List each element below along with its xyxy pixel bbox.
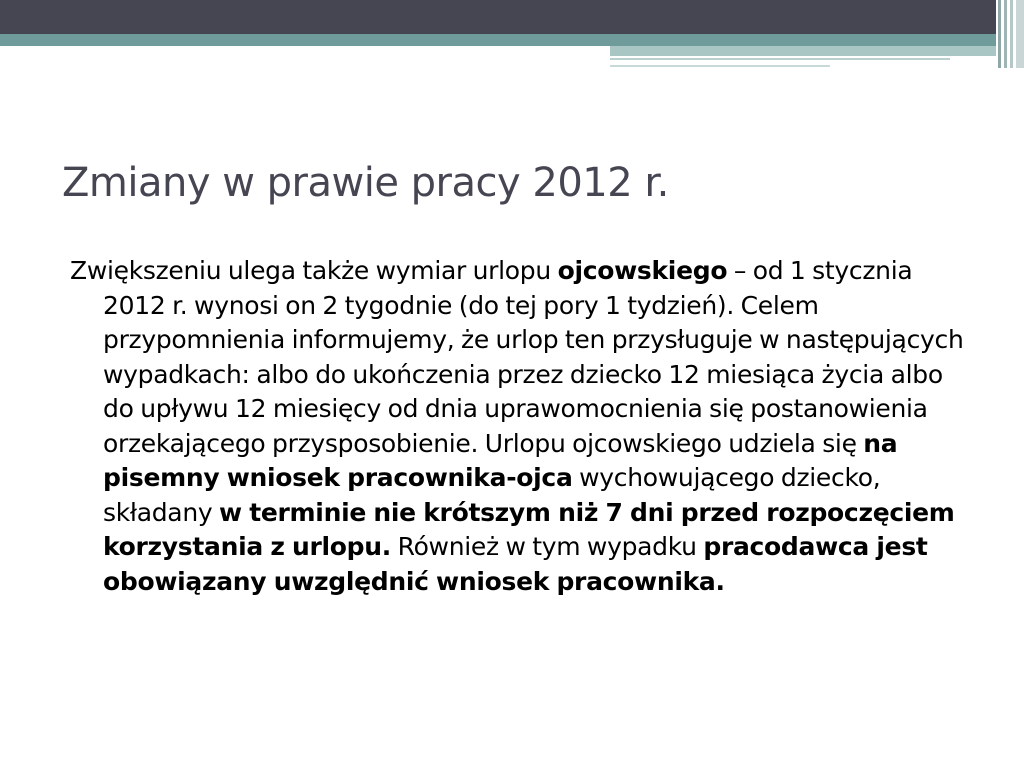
text-run: Również w tym wypadku [390, 532, 704, 561]
decorative-line [610, 58, 950, 60]
text-run: Zwiększeniu ulega także wymiar urlopu [70, 256, 558, 285]
decorative-line [610, 65, 830, 67]
decorative-stripes [996, 0, 1024, 68]
text-run: – od 1 stycznia 2012 r. wynosi on 2 tygodnie (do tej pory 1 tydzień). Celem przypomnienia informujemy, że urlop ten przysługuje w następujących wypadkach: albo do ukończenia przez dziecko 12 miesiąca życia albo do upływu 12 miesięcy od dnia uprawomocnienia się postanowienia orzekającego przysposobienie. Urlopu ojcowskiego udziela się [103, 256, 964, 458]
text-run-bold: na pisemny wniosek pracownika-ojca [103, 428, 898, 492]
slide-title: Zmiany w prawie pracy 2012 r. [62, 160, 669, 206]
accent-band-light [610, 46, 1024, 56]
text-run-bold: pracodawca jest obowiązany uwzględnić wniosek pracownika. [103, 532, 928, 596]
text-run-bold: ojcowskiego [557, 256, 728, 285]
text-run-bold: w terminie nie krótszym niż 7 dni przed rozpoczęciem korzystania z urlopu. [103, 497, 955, 561]
slide-body [70, 254, 970, 599]
bullet-paragraph [70, 254, 970, 599]
header-bar [0, 0, 1024, 34]
text-run: wychowującego dziecko, składany [103, 463, 881, 527]
accent-band [0, 34, 1024, 46]
